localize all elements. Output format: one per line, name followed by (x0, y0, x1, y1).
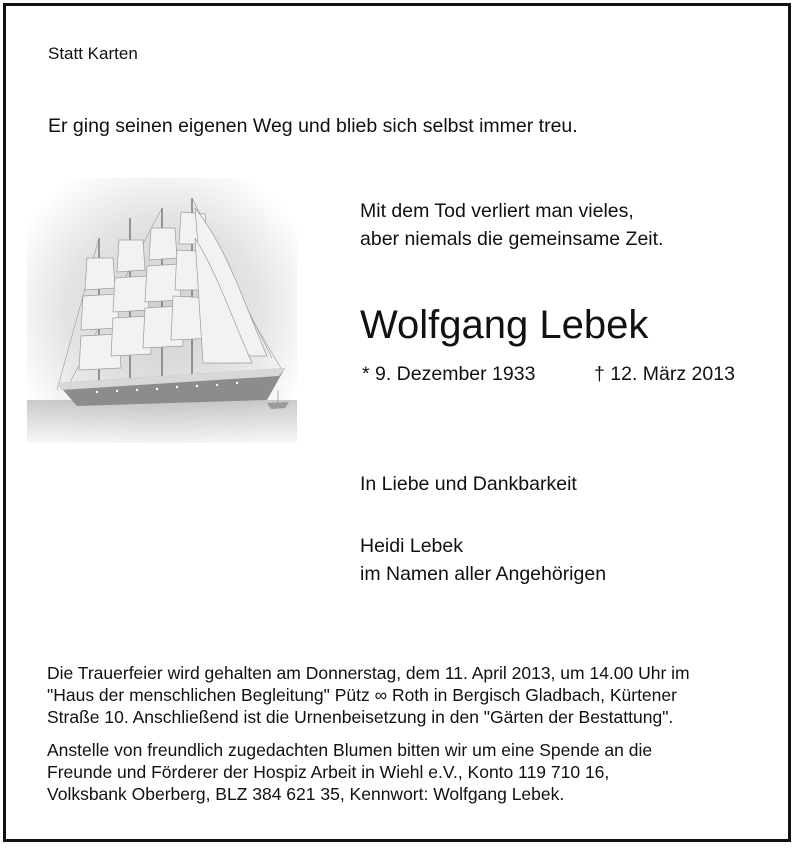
signature-name: Heidi Lebek (360, 535, 463, 557)
funeral-line-3: Straße 10. Anschließend ist die Urnenbeisetzung in den "Gärten der Bestattung". (47, 707, 674, 727)
sailing-ship-image (27, 178, 297, 443)
donation-line-2: Freunde und Förderer der Hospiz Arbeit in Wiehl e.V., Konto 119 710 16, (47, 762, 610, 782)
death-date: † 12. März 2013 (594, 363, 735, 385)
donation-line-1: Anstelle von freundlich zugedachten Blumen bitten wir um eine Spende an die (47, 740, 653, 760)
header-label: Statt Karten (48, 44, 138, 63)
closing-line: In Liebe und Dankbarkeit (360, 473, 577, 495)
quote-line-2: aber niemals die gemeinsame Zeit. (360, 228, 664, 250)
signature-subline: im Namen aller Angehörigen (360, 563, 607, 585)
deceased-name: Wolfgang Lebek (360, 303, 649, 347)
funeral-line-1: Die Trauerfeier wird gehalten am Donnerstag, dem 11. April 2013, um 14.00 Uhr im (47, 663, 690, 683)
quote-line-1: Mit dem Tod verliert man vieles, (360, 200, 634, 222)
birth-date: * 9. Dezember 1933 (362, 363, 536, 385)
funeral-line-2: "Haus der menschlichen Begleitung" Pütz ∞ Roth in Bergisch Gladbach, Kürtener (47, 685, 677, 705)
donation-line-3: Volksbank Oberberg, BLZ 384 621 35, Kennwort: Wolfgang Lebek. (47, 784, 565, 804)
motto: Er ging seinen eigenen Weg und blieb sich selbst immer treu. (48, 115, 578, 137)
